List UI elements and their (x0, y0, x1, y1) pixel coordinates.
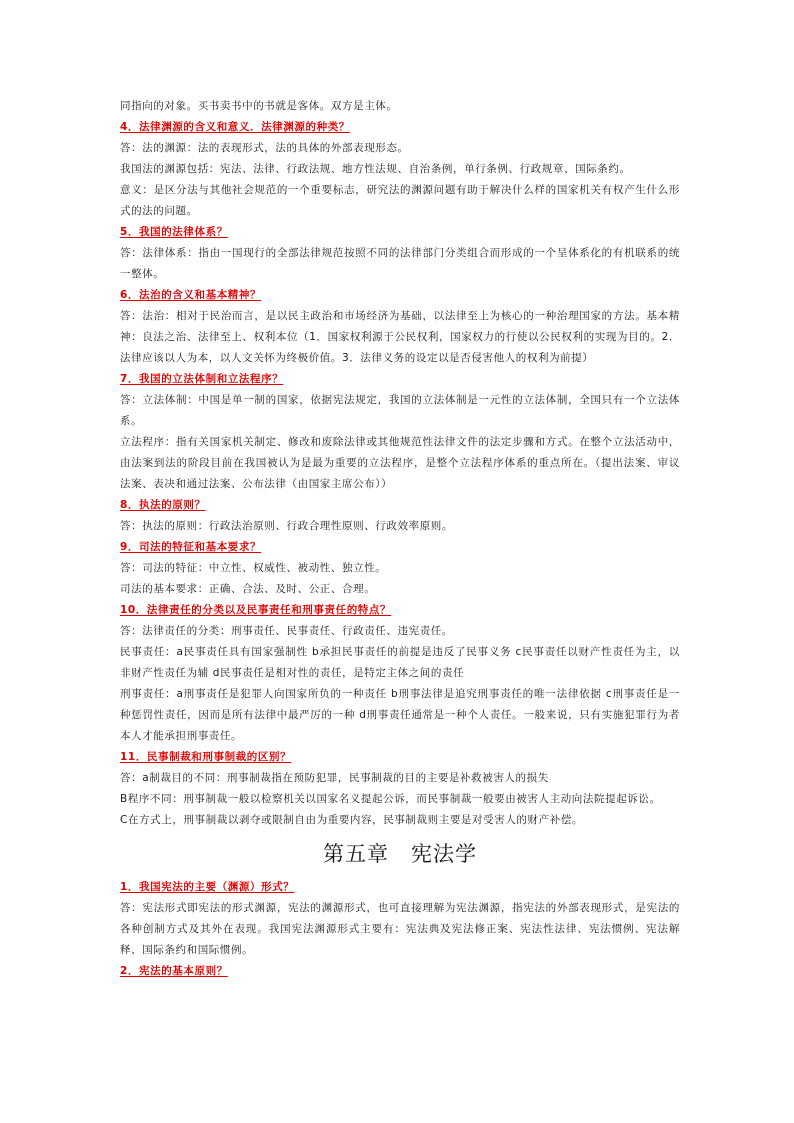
question-heading (120, 222, 680, 243)
body-text: 意义：是区分法与其他社会规范的一个重要标志，研究法的渊源问题有助于解决什么样的国家机关有权产生什么形式的法的问题。 (120, 184, 680, 217)
document-page (120, 96, 680, 982)
question-heading-text: 7．我国的立法体制和立法程序？ (120, 373, 284, 385)
question-heading-text: 8．执法的原则？ (120, 499, 206, 511)
question-heading (120, 537, 680, 558)
answer-text: 答：执法的原则：行政法治原则、行政合理性原则、行政效率原则。 (120, 520, 453, 532)
answer-text: 答：宪法形式即宪法的形式渊源，宪法的渊源形式，也可直接理解为宪法渊源，指宪法的外部表现形式，是宪法的各种创制方式及其外在表现。我国宪法渊源形式主要有：宪法典及宪法修正案、宪法性法律、宪法惯例、宪法解释、国际条约和国际惯例。 (120, 902, 680, 956)
body-text: 立法程序：指有关国家机关制定、修改和废除法律或其他规范性法律文件的法定步骤和方式。在整个立法活动中，由法案到法的阶段目前在我国被认为是最为重要的立法程序，是整个立法程序体系的重点所在。（提出法案、审议法案、表决和通过法案、公布法律（由国家主席公布）） (120, 436, 680, 490)
body-text: C在方式上，刑事制裁以剥夺或限制自由为重要内容，民事制裁则主要是对受害人的财产补偿。 (120, 814, 584, 826)
question-heading-text: 5．我国的法律体系？ (120, 226, 228, 238)
answer-text: 答：法治：相对于民治而言，是以民主政治和市场经济为基础，以法律至上为核心的一种治理国家的方法。基本精神：良法之治、法律至上、权利本位（1．国家权利源于公民权利，国家权力的行使以公民权利的实现为目的。2．法律应该以人为本，以人文关怀为终极价值。3．法律义务的设定以是否侵害他人的权利为前提） (120, 310, 680, 364)
answer-text: 答：司法的特征：中立性、权威性、被动性、独立性。 (120, 562, 387, 574)
body-text: 刑事责任：a刑事责任是犯罪人向国家所负的一种责任 b刑事法律是追究刑事责任的唯一法律依据 c刑事责任是一种惩罚性责任，因而是所有法律中最严厉的一种 d刑事责任通常是一种个人责任。一般来说，只有实施犯罪行为者本人才能承担刑事责任。 (120, 688, 680, 742)
body-text: 司法的基本要求：正确、合法、及时、公正、合理。 (120, 583, 376, 595)
chapter-title (120, 837, 680, 871)
chapter-number: 第五章 (323, 842, 389, 866)
question-heading (120, 600, 680, 621)
question-heading-text: 9．司法的特征和基本要求？ (120, 541, 262, 553)
question-heading-text: 10．法律责任的分类以及民事责任和刑事责任的特点？ (120, 604, 392, 616)
answer-text: 答：立法体制：中国是单一制的国家，依据宪法规定，我国的立法体制是一元性的立法体制，全国只有一个立法体系。 (120, 394, 680, 427)
question-heading (120, 877, 680, 898)
body-text: 民事责任：a民事责任具有国家强制性 b承担民事责任的前提是违反了民事义务 c民事责任以财产性责任为主，以非财产性责任为辅 d民事责任是相对性的责任，是特定主体之间的责任 (120, 646, 680, 679)
answer-text: 答：a制裁目的不同：刑事制裁指在预防犯罪，民事制裁的目的主要是补救被害人的损失 (120, 772, 549, 784)
question-heading-text: 4．法律渊源的含义和意义．法律渊源的种类？ (120, 121, 350, 133)
chapter-name: 宪法学 (411, 842, 477, 866)
body-text: 同指向的对象。买书卖书中的书就是客体。双方是主体。 (120, 100, 398, 112)
question-heading (120, 961, 680, 982)
question-heading (120, 117, 680, 138)
question-heading (120, 369, 680, 390)
question-heading (120, 495, 680, 516)
question-heading-text: 1．我国宪法的主要（渊源）形式？ (120, 881, 295, 893)
body-text: B程序不同：刑事制裁一般以检察机关以国家名义提起公诉，而民事制裁一般要由被害人主动向法院提起诉讼。 (120, 793, 661, 805)
answer-text: 答：法律体系：指由一国现行的全部法律规范按照不同的法律部门分类组合而形成的一个呈体系化的有机联系的统一整体。 (120, 247, 680, 280)
question-heading (120, 285, 680, 306)
question-heading-text: 11．民事制裁和刑事制裁的区别？ (120, 751, 292, 763)
question-heading-text: 6．法治的含义和基本精神？ (120, 289, 262, 301)
question-heading (120, 747, 680, 768)
question-heading-text: 2．宪法的基本原则？ (120, 965, 228, 977)
answer-text: 答：法的渊源：法的表现形式，法的具体的外部表现形态。 (120, 142, 409, 154)
body-text: 我国法的渊源包括：宪法、法律、行政法规、地方性法规、自治条例，单行条例、行政规章、国际条约。 (120, 163, 631, 175)
answer-text: 答：法律责任的分类：刑事责任、民事责任、行政责任、违宪责任。 (120, 625, 453, 637)
